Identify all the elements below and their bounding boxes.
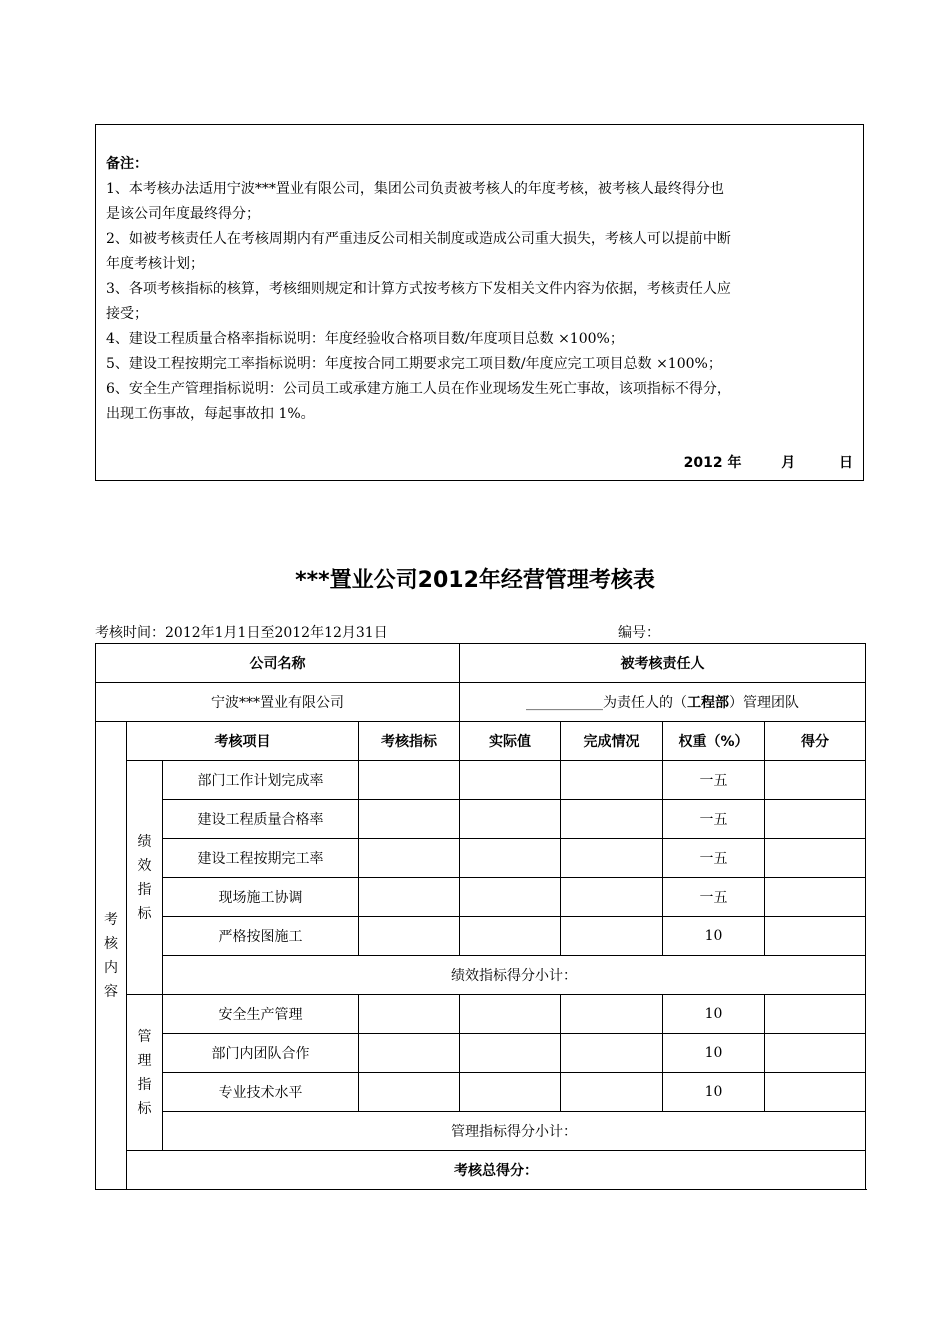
item-score[interactable] [765,1034,866,1073]
company-name-value: 宁波***置业有限公司 [96,683,460,722]
notes-box [95,124,864,481]
item-actual[interactable] [460,995,561,1034]
item-score[interactable] [765,1073,866,1112]
table-row [96,644,866,683]
table-row [96,1034,866,1073]
table-row [96,956,866,995]
total-score: 考核总得分： [127,1151,866,1190]
serial-number-label: 编号： [618,625,660,641]
item-actual[interactable] [460,878,561,917]
item-indicator[interactable] [359,800,460,839]
responsible-text: 为责任人的（ [603,695,687,711]
item-name: 安全生产管理 [163,995,359,1034]
item-completion[interactable] [561,917,663,956]
column-header: 完成情况 [561,722,663,761]
table-row [96,761,866,800]
notes-list [106,177,858,427]
item-score[interactable] [765,800,866,839]
column-header: 得分 [765,722,866,761]
responsible-text: ）管理团队 [729,695,799,711]
item-actual[interactable] [460,1034,561,1073]
item-weight: 一五 [663,839,765,878]
item-name: 部门内团队合作 [163,1034,359,1073]
item-score[interactable] [765,761,866,800]
table-row [96,800,866,839]
item-completion[interactable] [561,839,663,878]
item-score[interactable] [765,995,866,1034]
date-year: 2012 年 [683,455,742,471]
note-line: 是该公司年度最终得分； [106,206,260,222]
item-indicator[interactable] [359,761,460,800]
date-day: 日 [839,455,853,471]
item-name: 建设工程质量合格率 [163,800,359,839]
item-name: 现场施工协调 [163,878,359,917]
item-indicator[interactable] [359,917,460,956]
item-weight: 10 [663,1073,765,1112]
table-row [96,995,866,1034]
item-weight: 一五 [663,800,765,839]
notes-label: 备注： [106,156,148,172]
note-line: 6、安全生产管理指标说明：公司员工或承建方施工人员在作业现场发生死亡事故，该项指标不得分， [106,381,731,397]
item-actual[interactable] [460,1073,561,1112]
notes-date [684,452,853,472]
assessment-table [95,643,866,1190]
column-header: 考核指标 [359,722,460,761]
note-line: 年度考核计划； [106,256,204,272]
responsible-department: 工程部 [687,695,729,711]
item-weight: 10 [663,1034,765,1073]
table-row [96,722,866,761]
responsible-header: 被考核责任人 [460,644,866,683]
item-completion[interactable] [561,878,663,917]
item-name: 部门工作计划完成率 [163,761,359,800]
page-title: ***置业公司2012年经营管理考核表 [295,568,655,593]
item-name: 建设工程按期完工率 [163,839,359,878]
note-line: 5、建设工程按期完工率指标说明：年度按合同工期要求完工项目数/年度应完工项目总数 ×100%； [106,356,722,372]
item-name: 严格按图施工 [163,917,359,956]
column-header: 权重（%） [663,722,765,761]
item-weight: 10 [663,917,765,956]
performance-label: 绩 效 指 标 [127,761,163,995]
item-completion[interactable] [561,995,663,1034]
item-weight: 10 [663,995,765,1034]
item-score[interactable] [765,839,866,878]
item-indicator[interactable] [359,839,460,878]
column-header: 考核项目 [127,722,359,761]
column-header: 实际值 [460,722,561,761]
table-row [96,683,866,722]
management-label: 管 理 指 标 [127,995,163,1151]
responsible-blank: ___________ [526,695,603,711]
note-line: 4、建设工程质量合格率指标说明：年度经验收合格项目数/年度项目总数 ×100%； [106,331,624,347]
item-indicator[interactable] [359,995,460,1034]
item-score[interactable] [765,917,866,956]
performance-subtotal: 绩效指标得分小计： [163,956,866,995]
item-indicator[interactable] [359,1034,460,1073]
note-line: 3、各项考核指标的核算，考核细则规定和计算方式按考核方下发相关文件内容为依据，考核责任人应 [106,281,731,297]
note-line: 出现工伤事故，每起事故扣 1%。 [106,406,315,422]
item-weight: 一五 [663,761,765,800]
item-weight: 一五 [663,878,765,917]
content-label: 考 核 内 容 [96,722,127,1190]
item-indicator[interactable] [359,878,460,917]
table-row [96,917,866,956]
table-row [96,1112,866,1151]
table-row [96,1151,866,1190]
table-row [96,1073,866,1112]
item-actual[interactable] [460,917,561,956]
note-line: 接受； [106,306,148,322]
item-score[interactable] [765,878,866,917]
company-name-header: 公司名称 [96,644,460,683]
item-completion[interactable] [561,761,663,800]
note-line: 1、本考核办法适用宁波***置业有限公司，集团公司负责被考核人的年度考核，被考核人最终得分也 [106,181,724,197]
item-completion[interactable] [561,1034,663,1073]
assessment-period: 考核时间：2012年1月1日至2012年12月31日 [95,625,388,641]
item-actual[interactable] [460,839,561,878]
table-row [96,839,866,878]
item-name: 专业技术水平 [163,1073,359,1112]
note-line: 2、如被考核责任人在考核周期内有严重违反公司相关制度或造成公司重大损失，考核人可以提前中断 [106,231,731,247]
management-subtotal: 管理指标得分小计： [163,1112,866,1151]
item-actual[interactable] [460,800,561,839]
table-row [96,878,866,917]
item-completion[interactable] [561,800,663,839]
item-indicator[interactable] [359,1073,460,1112]
item-actual[interactable] [460,761,561,800]
responsible-value [460,683,866,722]
item-completion[interactable] [561,1073,663,1112]
date-month: 月 [781,455,796,471]
